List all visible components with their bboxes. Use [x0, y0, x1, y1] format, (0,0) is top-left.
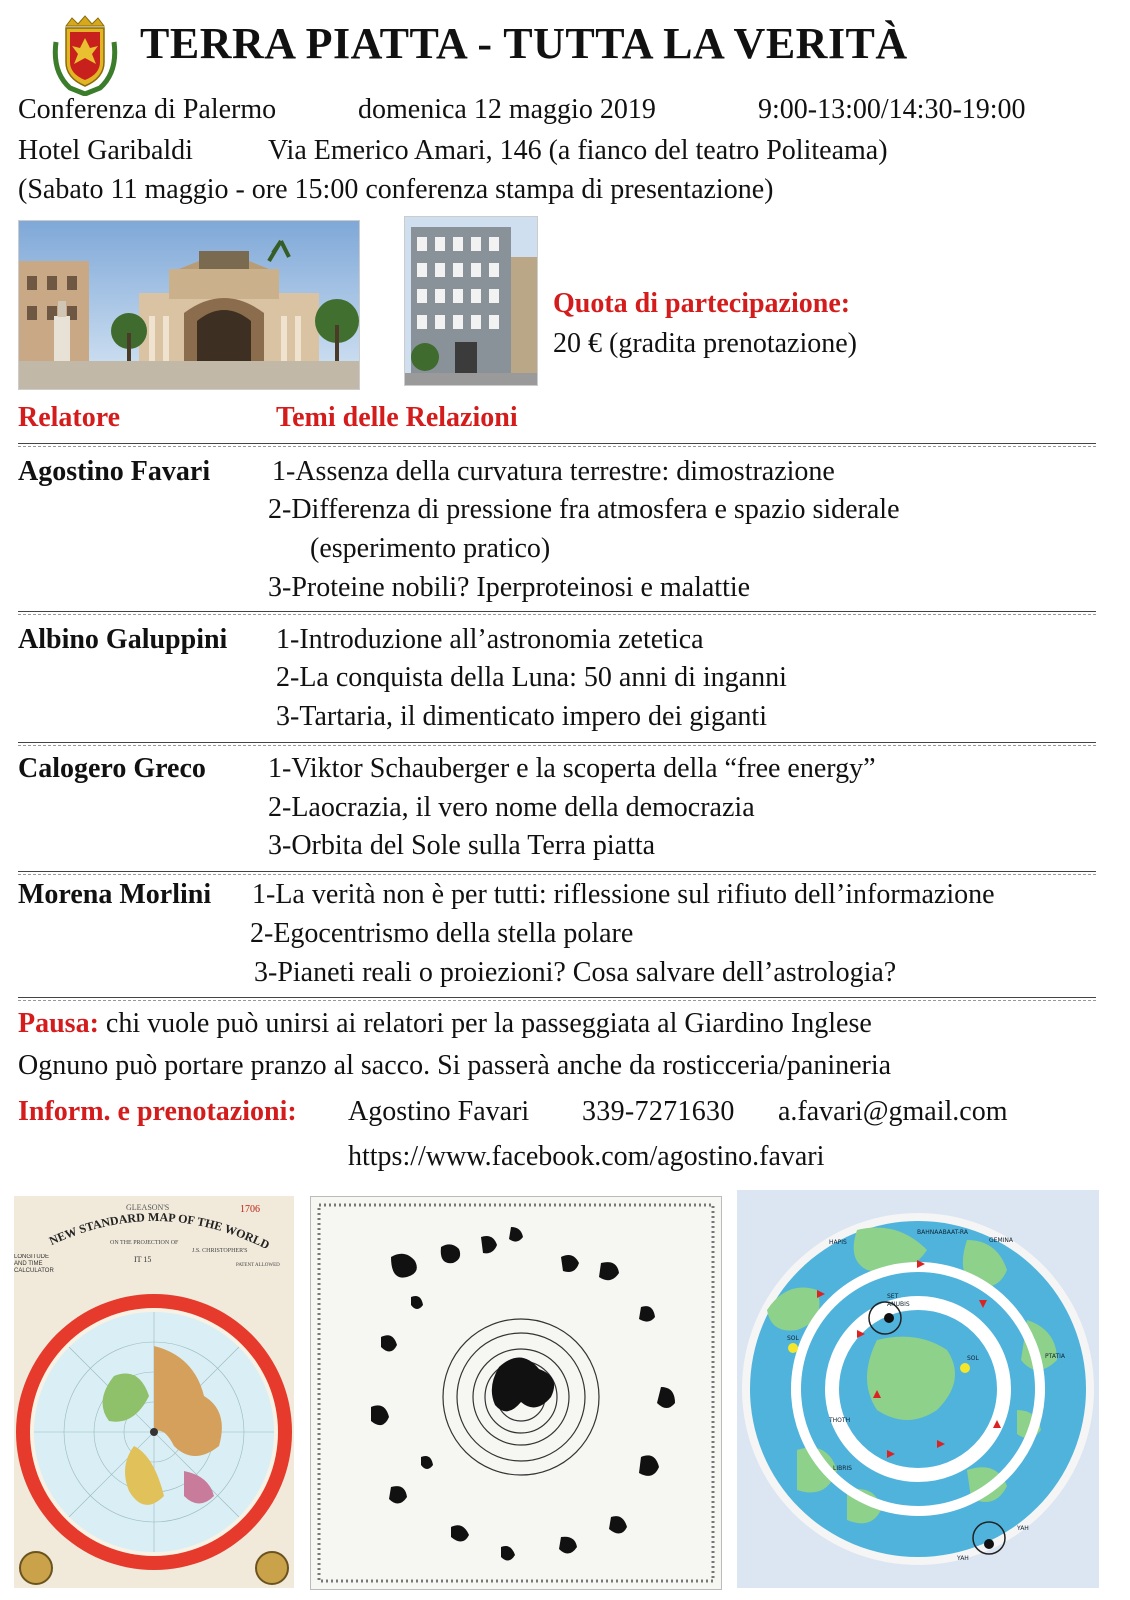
- gleason-map-image: [14, 1196, 294, 1588]
- page-title: TERRA PIATTA - TUTTA LA VERITÀ: [140, 19, 908, 68]
- map-label: PTATIA: [1045, 1353, 1065, 1360]
- conference-hours: 9:00-13:00/14:30-19:00: [758, 94, 1026, 125]
- pause-text-2: Ognuno può portare pranzo al sacco. Si passerà anche da rosticceria/panineria: [18, 1050, 892, 1081]
- fee-label: Quota di partecipazione:: [553, 288, 851, 319]
- facebook-link[interactable]: https://www.facebook.com/agostino.favari: [348, 1141, 825, 1172]
- map-label: SOL: [967, 1355, 979, 1362]
- speaker-name: Morena Morlini: [18, 879, 212, 910]
- palermo-crest-icon: [50, 12, 120, 96]
- topic-item: 3-Proteine nobili? Iperproteinosi e malattie: [268, 572, 751, 603]
- map-label: YAH: [1017, 1525, 1029, 1532]
- speaker-name: Calogero Greco: [18, 753, 206, 784]
- contact-email[interactable]: a.favari@gmail.com: [778, 1096, 1008, 1127]
- azimuthal-islands-map-image: [310, 1196, 722, 1590]
- teatro-politeama-photo: [18, 220, 360, 390]
- contact-phone[interactable]: 339-7271630: [582, 1096, 735, 1127]
- pause-text: chi vuole può unirsi ai relatori per la passeggiata al Giardino Inglese: [105, 1008, 872, 1039]
- gleason-sub-2: IT 15: [134, 1255, 152, 1264]
- table-separator: [18, 614, 1096, 615]
- table-separator: [18, 745, 1096, 746]
- hotel-name: Hotel Garibaldi: [18, 135, 193, 166]
- map-label: SET: [887, 1293, 899, 1300]
- speaker-name: Agostino Favari: [18, 456, 211, 487]
- topic-item: 1-Viktor Schauberger e la scoperta della “free energy”: [268, 753, 876, 784]
- map-label: BAHNAABAAT-RA: [917, 1229, 968, 1236]
- pause-label: Pausa:: [18, 1008, 99, 1039]
- fee-value: 20 € (gradita prenotazione): [553, 328, 857, 359]
- table-separator: [18, 446, 1096, 447]
- topic-item: (esperimento pratico): [310, 533, 551, 564]
- pause-line: [18, 1008, 872, 1040]
- table-separator: [18, 1000, 1096, 1001]
- map-label: SOL: [787, 1335, 799, 1342]
- table-separator: [18, 874, 1096, 875]
- topic-item: 3-Orbita del Sole sulla Terra piatta: [268, 830, 656, 861]
- topic-item: 1-La verità non è per tutti: riflessione sul rifiuto dell’informazione: [252, 879, 995, 910]
- table-separator: [18, 742, 1096, 743]
- conference-name: Conferenza di Palermo: [18, 94, 277, 125]
- map-label: THOTH: [829, 1417, 851, 1424]
- topic-item: 2-La conquista della Luna: 50 anni di inganni: [276, 662, 787, 693]
- conference-date: domenica 12 maggio 2019: [358, 94, 656, 125]
- gleason-year: 1706: [240, 1204, 260, 1215]
- flat-earth-orbits-map-image: [737, 1190, 1099, 1588]
- contact-name: Agostino Favari: [348, 1096, 530, 1127]
- map-label: HAPIS: [829, 1239, 847, 1246]
- topic-item: 3-Tartaria, il dimenticato impero dei giganti: [276, 701, 767, 732]
- gleason-side-label: LONGITUDE AND TIME CALCULATOR: [14, 1254, 54, 1274]
- map-label: YAH: [957, 1555, 969, 1562]
- gleason-title-arc: NEW STANDARD MAP OF THE WORLD: [46, 1209, 272, 1253]
- gleason-sub-3: J.S. CHRISTOPHER'S: [192, 1248, 248, 1254]
- hotel-address: Via Emerico Amari, 146 (a fianco del teatro Politeama): [268, 135, 888, 166]
- map-label: GEMINA: [989, 1237, 1013, 1244]
- speaker-name: Albino Galuppini: [18, 624, 228, 655]
- column-header-topics: Temi delle Relazioni: [276, 402, 518, 433]
- topic-item: 2-Egocentrismo della stella polare: [250, 918, 634, 949]
- gleason-top-text: GLEASON'S: [126, 1203, 170, 1212]
- gleason-sub-1: ON THE PROJECTION OF: [110, 1240, 179, 1246]
- topic-item: 2-Differenza di pressione fra atmosfera e spazio siderale: [268, 494, 900, 525]
- contact-label: Inform. e prenotazioni:: [18, 1096, 297, 1127]
- map-label: ANUBIS: [887, 1301, 910, 1308]
- table-separator: [18, 443, 1096, 444]
- table-separator: [18, 997, 1096, 998]
- topic-item: 1-Introduzione all’astronomia zetetica: [276, 624, 704, 655]
- topic-item: 3-Pianeti reali o proiezioni? Cosa salvare dell’astrologia?: [254, 957, 897, 988]
- table-separator: [18, 871, 1096, 872]
- topic-item: 1-Assenza della curvatura terrestre: dimostrazione: [272, 456, 835, 487]
- press-conference-note: (Sabato 11 maggio - ore 15:00 conferenza stampa di presentazione): [18, 174, 774, 205]
- table-separator: [18, 611, 1096, 612]
- map-label: LIBRIS: [833, 1465, 852, 1472]
- hotel-garibaldi-photo: [404, 216, 538, 386]
- column-header-speaker: Relatore: [18, 402, 121, 433]
- gleason-patent: PATENT ALLOWED: [236, 1263, 280, 1268]
- topic-item: 2-Laocrazia, il vero nome della democrazia: [268, 792, 755, 823]
